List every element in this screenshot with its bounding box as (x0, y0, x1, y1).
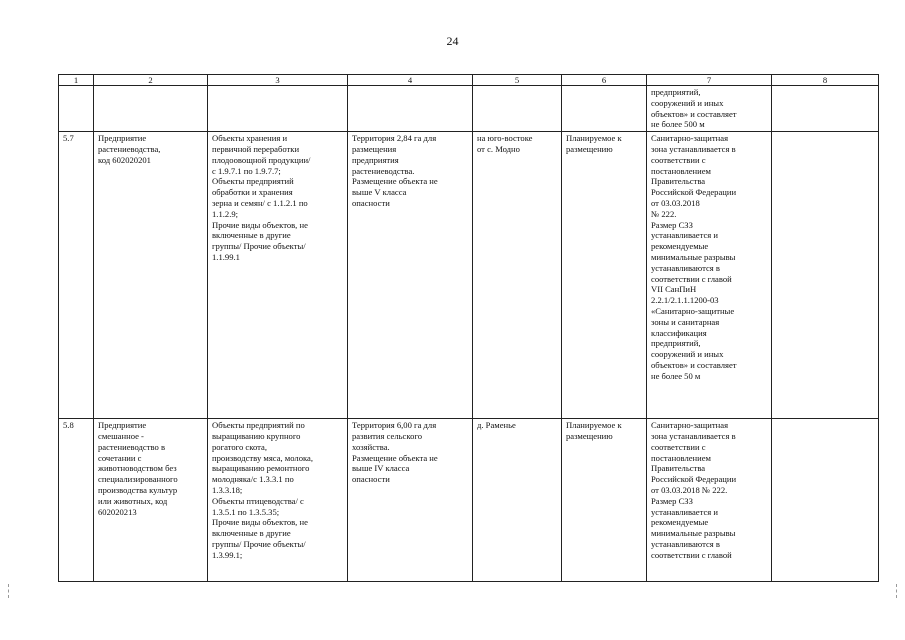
cell-line: рекомендуемые (651, 517, 709, 528)
cell-line: 602020213 (98, 506, 137, 517)
cell-line: Объекты птицеводства/ с (212, 495, 304, 506)
name-cell (94, 132, 208, 419)
empty-cell (348, 86, 473, 132)
cell-line: хозяйства. (352, 441, 390, 452)
cell-line: Планируемое к (566, 133, 622, 144)
cell-line: объектов» и составляет (651, 359, 737, 370)
cell-line: Российской Федерации (651, 474, 737, 485)
cell-line: соответствии с главой (651, 273, 732, 284)
cell-line: с 1.9.7.1 по 1.9.7.7; (212, 165, 281, 176)
cell-line: код 602020201 (98, 154, 151, 165)
cell-line: Предприятие (98, 420, 147, 431)
status-cell (562, 419, 647, 582)
cell-line: размещению (566, 143, 613, 154)
cell-line: соответствии с главой (651, 549, 732, 560)
cell-line: включенные в другие (212, 528, 291, 539)
cell-line: Размещение объекта не (352, 452, 438, 463)
cell-line: сооружений и иных (651, 349, 724, 360)
cell-line: Санитарно-защитная (651, 420, 729, 431)
cell-line: Планируемое к (566, 420, 622, 431)
cell-line: выращиванию ремонтного (212, 463, 310, 474)
empty-cell (208, 86, 348, 132)
empty-cell (59, 86, 94, 132)
cell-line: 1.1.2.9; (212, 208, 239, 219)
planning-table (58, 74, 879, 582)
cell-line: от 03.03.2018 № 222. (651, 484, 728, 495)
cell-line: первичной переработки (212, 143, 300, 154)
cell-line: Санитарно-защитная (651, 133, 729, 144)
column-number: 1 (59, 75, 94, 86)
cell-line: устанавливается и (651, 506, 718, 517)
cell-line: Правительства (651, 176, 706, 187)
cell-line: Территория 6,00 га для (352, 420, 437, 431)
cell-line: смешанное - (98, 430, 144, 441)
cell-line: включенные в другие (212, 230, 291, 241)
cell-line: специализированного (98, 474, 178, 485)
cell-line: Российской Федерации (651, 187, 737, 198)
cell-line: предприятий, (651, 87, 701, 97)
cell-line: 1.3.5.1 по 1.3.5.35; (212, 506, 280, 517)
column-number: 8 (772, 75, 879, 86)
cell-line: постановлением (651, 165, 711, 176)
left-edge-mark (8, 584, 10, 598)
row-number-cell: 5.8 (59, 419, 94, 582)
territory-cell (348, 132, 473, 419)
cell-line: «Санитарно-защитные (651, 305, 735, 316)
cell-line: 1.3.3.18; (212, 484, 243, 495)
cell-line: от с. Модно (477, 143, 520, 154)
cell-line: 2.2.1/2.1.1.1200-03 (651, 295, 719, 306)
empty-cell (772, 86, 879, 132)
cell-line: Объекты хранения и (212, 133, 288, 144)
empty-cell (94, 86, 208, 132)
cell-line: зоны и санитарная (651, 316, 720, 327)
cell-line: на юго-востоке (477, 133, 533, 144)
row-number-cell: 5.7 (59, 132, 94, 419)
cell-line: от 03.03.2018 (651, 197, 700, 208)
cell-line: предприятия (352, 154, 399, 165)
cell-line: выращиванию крупного (212, 430, 301, 441)
cell-line: производства культур (98, 484, 178, 495)
cell-line: растениеводство в (98, 441, 165, 452)
table-row (59, 132, 879, 419)
status-cell (562, 132, 647, 419)
cell-line: зона устанавливается в (651, 143, 736, 154)
territory-cell (348, 419, 473, 582)
cell-line: Объекты предприятий по (212, 420, 305, 431)
column-number: 3 (208, 75, 348, 86)
cell-line: соответствии с (651, 154, 706, 165)
right-edge-mark (896, 584, 898, 598)
objects-cell (208, 419, 348, 582)
cell-line: VII СанПиН (651, 284, 697, 295)
cell-line: обработки и хранения (212, 187, 293, 198)
cell-line: соответствии с (651, 441, 706, 452)
column-number: 4 (348, 75, 473, 86)
cell-line: рогатого скота, (212, 441, 267, 452)
cell-line: растениеводства. (352, 165, 415, 176)
column-number: 2 (94, 75, 208, 86)
empty-cell (562, 86, 647, 132)
note-cell (772, 132, 879, 419)
name-cell (94, 419, 208, 582)
cell-line: сооружений и иных (651, 97, 724, 108)
cell-line: плодоовощной продукции/ (212, 154, 311, 165)
cell-line: 1.3.99.1; (212, 549, 243, 560)
cell-line: выше IV класса (352, 463, 410, 474)
cell-line: минимальные разрывы (651, 528, 736, 539)
cell-line: Размер СЗЗ (651, 219, 693, 230)
location-cell (473, 132, 562, 419)
cell-line: животноводством без (98, 463, 177, 474)
cell-line: не более 500 м (651, 119, 705, 130)
cell-line: или животных, код (98, 495, 168, 506)
cell-line: сочетании с (98, 452, 142, 463)
cell-line: выше V класса (352, 187, 407, 198)
cell-line: классификация (651, 327, 707, 338)
empty-cell (473, 86, 562, 132)
cell-line: производству мяса, молока, (212, 452, 314, 463)
cell-line: Прочие виды объектов, не (212, 517, 308, 528)
column-number-row (59, 75, 879, 86)
cell-line: устанавливается и (651, 230, 718, 241)
cell-line: постановлением (651, 452, 711, 463)
cell-line: минимальные разрывы (651, 251, 736, 262)
cell-line: Прочие виды объектов, не (212, 219, 308, 230)
cell-line: д. Раменье (477, 420, 516, 431)
cell-line: не более 50 м (651, 370, 701, 381)
cell-line: Территория 2,84 га для (352, 133, 437, 144)
cell-line: зерна и семян/ с 1.1.2.1 по (212, 197, 308, 208)
cell-line: предприятий, (651, 338, 701, 349)
cell-line: растениеводства, (98, 143, 161, 154)
column-number: 7 (647, 75, 772, 86)
cell-line: размещения (352, 143, 397, 154)
cell-line: устанавливаются в (651, 262, 720, 273)
cell-line: устанавливаются в (651, 538, 720, 549)
cell-line: молодняка/с 1.3.3.1 по (212, 474, 294, 485)
cell-line: 1.1.99.1 (212, 251, 240, 262)
cell-line: размещению (566, 430, 613, 441)
cell-line: № 222. (651, 208, 677, 219)
note-cell (772, 419, 879, 582)
cell-line: Размещение объекта не (352, 176, 438, 187)
cell-line: развития сельского (352, 430, 423, 441)
zone-cell (647, 86, 772, 132)
zone-cell (647, 132, 772, 419)
page-number: 24 (446, 34, 459, 48)
cell-line: группы/ Прочие объекты/ (212, 538, 306, 549)
objects-cell (208, 132, 348, 419)
table-row (59, 419, 879, 582)
cell-line: Предприятие (98, 133, 147, 144)
continuation-row (59, 86, 879, 132)
cell-line: рекомендуемые (651, 241, 709, 252)
column-number: 5 (473, 75, 562, 86)
cell-line: Объекты предприятий (212, 176, 294, 187)
cell-line: опасности (352, 197, 390, 208)
zone-cell (647, 419, 772, 582)
cell-line: зона устанавливается в (651, 430, 736, 441)
location-cell (473, 419, 562, 582)
column-number: 6 (562, 75, 647, 86)
cell-line: Правительства (651, 463, 706, 474)
cell-line: Размер СЗЗ (651, 495, 693, 506)
cell-line: объектов» и составляет (651, 108, 737, 119)
cell-line: группы/ Прочие объекты/ (212, 241, 306, 252)
cell-line: опасности (352, 474, 390, 485)
